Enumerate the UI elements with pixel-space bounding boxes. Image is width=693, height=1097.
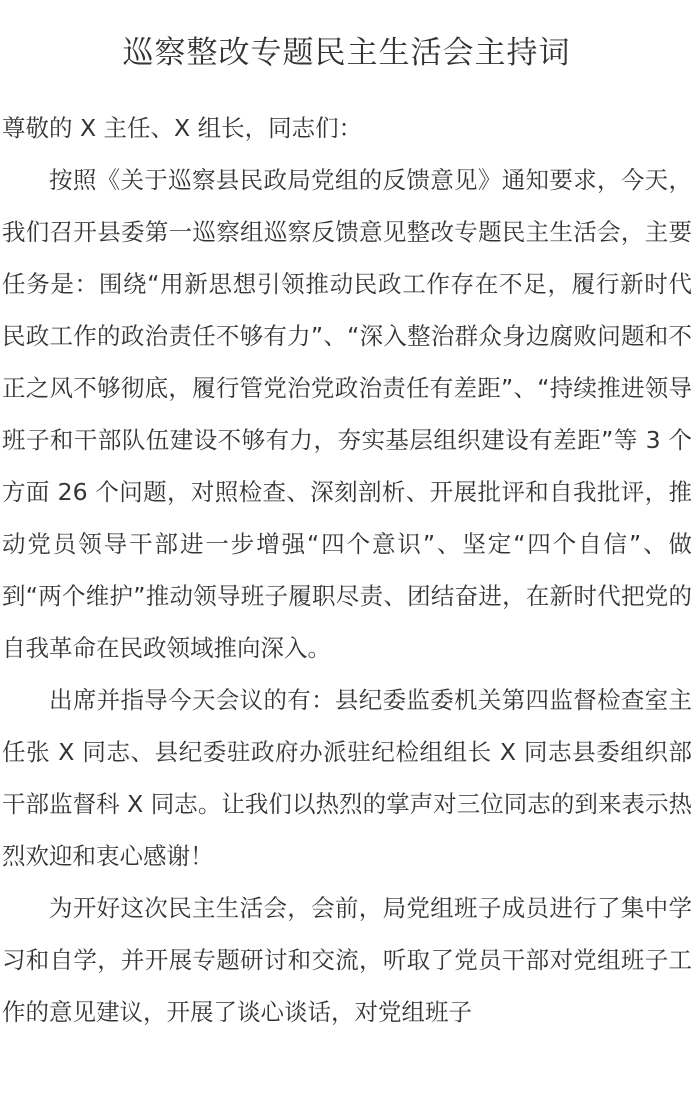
document-body xyxy=(2,102,692,1038)
salutation: 尊敬的 X 主任、X 组长，同志们： xyxy=(2,114,363,142)
paragraph-attendees: 出席并指导今天会议的有：县纪委监委机关第四监督检查室主任张 X 同志、县纪委驻政府办派驻纪检组组长 X 同志县委组织部干部监督科 X 同志。让我们以热烈的掌声对三位同志的到来表示热烈欢迎和衷心感谢！ xyxy=(2,686,692,870)
paragraph-meeting-purpose: 按照《关于巡察县民政局党组的反馈意见》通知要求，今天，我们召开县委第一巡察组巡察反馈意见整改专题民主生活会，主要任务是：围绕“用新思想引领推动民政工作存在不足，履行新时代民政工作的政治责任不够有力”、“深入整治群众身边腐败问题和不正之风不够彻底，履行管党治党政治责任有差距”、“持续推进领导班子和干部队伍建设不够有力，夯实基层组织建设有差距”等 3 个方面 26 个问题，对照检查、深刻剖析、开展批评和自我批评，推动党员领导干部进一步增强“四个意识”、坚定“四个自信”、做到“两个维护”推动领导班子履职尽责、团结奋进，在新时代把党的自我革命在民政领域推向深入。 xyxy=(2,166,692,662)
document-title: 巡察整改专题民主生活会主持词 xyxy=(122,35,571,71)
paragraph-preparation: 为开好这次民主生活会，会前，局党组班子成员进行了集中学习和自学，并开展专题研讨和交流，听取了党员干部对党组班子工作的意见建议，开展了谈心谈话，对党组班子 xyxy=(2,894,692,1026)
